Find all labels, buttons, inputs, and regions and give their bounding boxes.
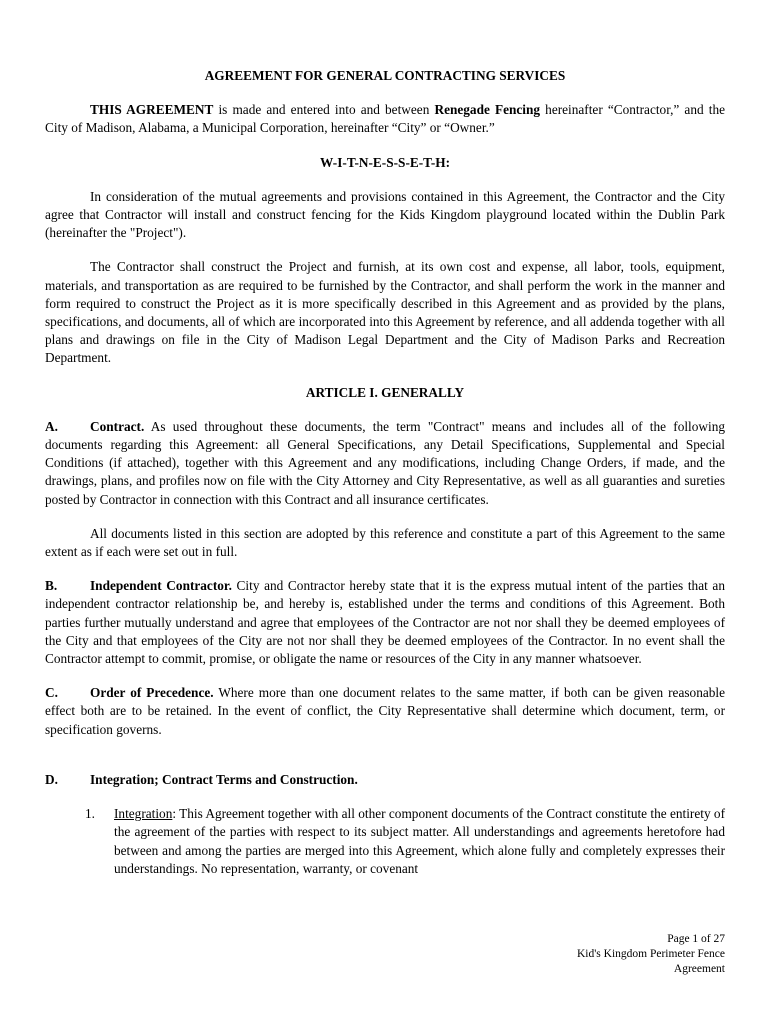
consideration-paragraph: In consideration of the mutual agreements and provisions contained in this Agreement, the Contractor and the City agree that Contractor will install and construct fencing for the Kids Kingdom playground located within the Dublin Park (hereinafter the "Project"). bbox=[45, 188, 725, 241]
item-1-body bbox=[90, 805, 725, 878]
section-a-title: Contract. bbox=[90, 418, 145, 434]
intro-paragraph bbox=[45, 101, 725, 137]
section-b-text: City and Contractor hereby state that it is the express mutual intent of the parties that an independent contractor relationship be, and hereby is, established under the terms and conditions of this Agreement. Both parties further mutually understand and agree that employees of the Contractor are not nor shall they be deemed employees of the City and that employees of the City are not nor shall they be deemed employees of the Contractor. In no event shall the Contractor attempt to commit, promise, or obligate the name or resources of the City in any manner whatsoever. bbox=[45, 578, 725, 667]
article-1-heading: ARTICLE I. GENERALLY bbox=[305, 384, 465, 400]
section-a-letter: A. bbox=[45, 418, 58, 434]
item-1-label: Integration bbox=[114, 806, 173, 822]
document-body bbox=[45, 67, 725, 878]
intro-text-2: hereinafter “Contractor,” and the City of Madison, Alabama, a Municipal Corporation, hereinafter “City” or “Owner.” bbox=[45, 102, 725, 136]
section-b bbox=[45, 577, 725, 668]
intro-lead: THIS AGREEMENT bbox=[90, 102, 214, 118]
page-footer bbox=[577, 932, 725, 977]
section-d-letter: D. bbox=[45, 771, 58, 787]
section-c-text: Where more than one document relates to the same matter, if both can be given reasonable effect both are to be retained. In the event of conflict, the City Representative shall determine which document, term, or specification governs. bbox=[45, 685, 725, 737]
witnesseth-heading: W-I-T-N-E-S-S-E-T-H: bbox=[319, 154, 451, 170]
footer-document-type: Agreement bbox=[673, 963, 725, 975]
section-d bbox=[45, 771, 725, 789]
section-c bbox=[45, 684, 725, 739]
section-b-letter: B. bbox=[45, 578, 58, 594]
item-1-number: 1. bbox=[85, 806, 95, 822]
document-title: AGREEMENT FOR GENERAL CONTRACTING SERVICES bbox=[204, 68, 566, 83]
section-a bbox=[45, 418, 725, 509]
section-b-title: Independent Contractor. bbox=[90, 578, 232, 594]
page-number: Page 1 of 27 bbox=[667, 933, 725, 945]
item-1-text: : This Agreement together with all other component documents of the Contract constitute the entirety of the agreement of the parties with respect to its subject matter. All understandings and agreements heretofore had between and among the parties are merged into this Agreement, which alone fully and completely expresses their understandings. No representation, warranty, or covenant bbox=[114, 806, 725, 876]
contractor-name: Renegade Fencing bbox=[434, 102, 541, 118]
section-a-followup: All documents listed in this section are adopted by this reference and constitute a part of this Agreement to the same extent as if each were set out in full. bbox=[45, 525, 725, 560]
footer-document-name: Kid's Kingdom Perimeter Fence bbox=[576, 948, 725, 960]
section-a-text: As used throughout these documents, the term "Contract" means and includes all of the following documents regarding this Agreement: all General Specifications, any Detail Specifications, Supplemental and Special Conditions (if attached), together with this Agreement and any modifications, including Change Orders, if made, and the drawings, plans, and profiles now on file with the City Attorney and City Representative, as well as all guaranties and sureties posted by Contractor in connection with this Contract and all insurance certificates. bbox=[45, 418, 725, 507]
section-c-letter: C. bbox=[45, 685, 58, 701]
section-c-title: Order of Precedence. bbox=[90, 685, 214, 701]
intro-text-1: is made and entered into and between bbox=[213, 102, 435, 118]
section-d-title: Integration; Contract Terms and Construction. bbox=[90, 771, 358, 787]
scope-paragraph: The Contractor shall construct the Project and furnish, at its own cost and expense, all labor, tools, equipment, materials, and transportation as are required to be furnished by the Contractor, and shall perform the work in the manner and form required to construct the Project as it is more specifically described in this Agreement and as provided by the plans, specifications, and documents, all of which are incorporated into this Agreement by reference, and all addenda together with all plans and drawings on file in the City of Madison Legal Department and the City of Madison Parks and Recreation Department. bbox=[45, 259, 725, 366]
section-d-item-1 bbox=[45, 805, 725, 878]
